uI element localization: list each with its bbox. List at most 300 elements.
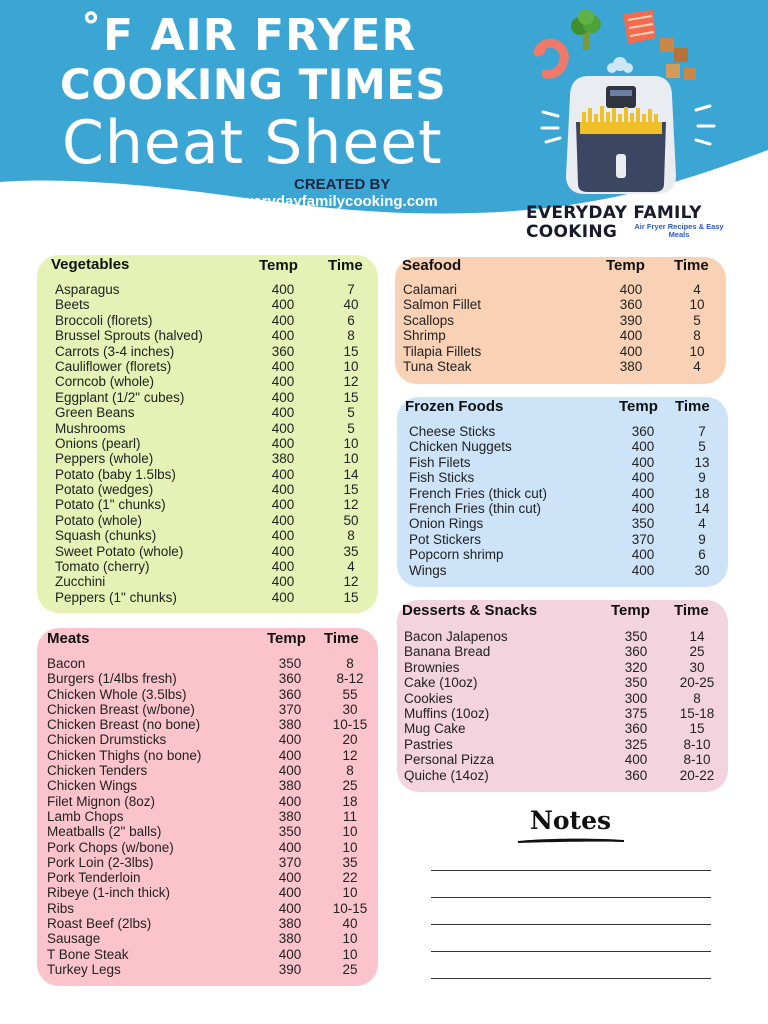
food-name: Wings — [409, 562, 447, 578]
temp-value: 390 — [619, 312, 643, 328]
food-name: Personal Pizza — [404, 752, 495, 768]
table-row — [37, 840, 378, 855]
food-name: Brussel Sprouts (halved) — [55, 328, 203, 344]
temp-value: 400 — [631, 439, 655, 455]
temp-value: 360 — [278, 671, 302, 687]
food-name: Brownies — [404, 659, 460, 675]
food-name: Chicken Drumsticks — [47, 732, 167, 748]
temp-value: 400 — [278, 747, 302, 763]
food-name: Roast Beef (2lbs) — [47, 916, 152, 932]
time-value: 6 — [698, 547, 706, 563]
table-row — [37, 374, 378, 389]
frozen-foods-panel — [397, 397, 728, 587]
food-name: Peppers (whole) — [55, 451, 154, 467]
temp-value: 400 — [271, 528, 295, 544]
temp-value: 400 — [631, 562, 655, 578]
table-row — [37, 467, 378, 482]
vegetables-rows — [37, 282, 378, 605]
table-row — [37, 885, 378, 900]
temp-value: 400 — [631, 470, 655, 486]
time-value: 40 — [343, 297, 359, 313]
table-row — [37, 916, 378, 931]
time-value: 7 — [698, 424, 706, 439]
food-name: Ribs — [47, 900, 75, 916]
food-name: Salmon Fillet — [403, 297, 482, 313]
time-value: 10-15 — [332, 717, 368, 733]
temp-value: 400 — [624, 752, 648, 768]
table-row — [37, 513, 378, 528]
table-row — [397, 455, 728, 470]
temp-value: 400 — [271, 543, 295, 559]
temp-value: 400 — [278, 946, 302, 962]
food-name: Onion Rings — [409, 516, 484, 532]
frozen-rows — [397, 424, 728, 578]
temp-value: 350 — [624, 629, 648, 644]
time-value: 12 — [342, 747, 358, 763]
table-row — [397, 486, 728, 501]
time-value: 55 — [342, 686, 358, 702]
note-line[interactable] — [431, 951, 711, 952]
temp-value: 350 — [624, 675, 648, 691]
table-row — [397, 752, 728, 767]
food-name: Quiche (14oz) — [404, 767, 489, 783]
time-value: 4 — [693, 358, 701, 374]
time-value: 6 — [347, 312, 355, 328]
table-row — [395, 282, 726, 297]
food-name: Burgers (1/4lbs fresh) — [47, 671, 177, 687]
time-value: 10 — [689, 297, 705, 313]
temp-value: 400 — [631, 500, 655, 516]
temp-value: 370 — [278, 854, 302, 870]
time-value: 8-10 — [683, 752, 711, 768]
temp-value: 370 — [278, 701, 302, 717]
food-name: Fish Sticks — [409, 470, 475, 486]
table-row — [37, 451, 378, 466]
table-row — [37, 870, 378, 885]
food-name: Zucchini — [55, 574, 106, 590]
table-row — [37, 717, 378, 732]
temp-value: 320 — [624, 659, 648, 675]
tofu-cubes-icon — [660, 38, 696, 80]
seafood-rows — [395, 282, 726, 374]
salmon-icon — [623, 10, 656, 44]
food-name: Tuna Steak — [403, 358, 472, 374]
temp-value: 400 — [619, 328, 643, 344]
time-value: 10 — [342, 824, 358, 840]
temp-value: 380 — [278, 778, 302, 794]
table-row — [397, 691, 728, 706]
temp-value: 380 — [278, 808, 302, 824]
temp-value: 360 — [271, 343, 295, 359]
table-row — [37, 732, 378, 747]
table-row — [37, 359, 378, 374]
time-value: 8 — [346, 763, 354, 779]
temp-value: 400 — [271, 512, 295, 528]
food-name: Chicken Nuggets — [409, 439, 512, 455]
temp-value: 400 — [271, 389, 295, 405]
table-row — [397, 629, 728, 644]
time-value: 5 — [347, 405, 355, 421]
temp-value: 360 — [619, 297, 643, 313]
food-name: Filet Mignon (8oz) — [47, 793, 156, 809]
temp-value: 400 — [271, 589, 295, 605]
time-value: 20-22 — [679, 767, 715, 783]
food-name: Squash (chunks) — [55, 528, 157, 544]
food-name: Bacon Jalapenos — [404, 629, 508, 644]
food-name: Chicken Whole (3.5lbs) — [47, 686, 187, 702]
table-row — [37, 544, 378, 559]
meats-rows — [37, 656, 378, 977]
temp-value: 400 — [278, 763, 302, 779]
note-line[interactable] — [431, 897, 711, 898]
temp-value: 400 — [278, 900, 302, 916]
title-line-2: COOKING TIMES — [60, 60, 447, 109]
time-value: 10 — [343, 358, 359, 374]
time-value: 8 — [347, 328, 355, 344]
temp-value: 400 — [271, 358, 295, 374]
meats-temp-header: Temp — [267, 630, 306, 647]
food-name: Calamari — [403, 282, 458, 297]
table-row — [395, 344, 726, 359]
time-value: 5 — [693, 312, 701, 328]
desserts-temp-header: Temp — [611, 602, 650, 619]
temp-value: 400 — [271, 328, 295, 344]
seafood-section-title: Seafood — [402, 257, 462, 274]
food-name: Chicken Breast (w/bone) — [47, 701, 195, 717]
time-value: 15 — [343, 589, 359, 605]
time-value: 13 — [694, 454, 710, 470]
time-value: 20-25 — [679, 675, 715, 691]
table-row — [395, 359, 726, 374]
broccoli-icon — [571, 9, 601, 50]
created-by-label: CREATED BY — [294, 176, 391, 193]
time-value: 4 — [347, 559, 355, 575]
desserts-section-title: Desserts & Snacks — [402, 602, 538, 619]
table-row — [395, 297, 726, 312]
temp-value: 360 — [631, 424, 655, 439]
time-value: 7 — [347, 282, 355, 297]
table-row — [395, 328, 726, 343]
time-value: 15 — [343, 343, 359, 359]
seafood-time-header: Time — [674, 257, 709, 274]
notes-title: Notes — [530, 806, 612, 835]
table-row — [397, 547, 728, 562]
frozen-temp-header: Temp — [619, 398, 658, 415]
food-name: Muffins (10oz) — [404, 705, 490, 721]
food-name: T Bone Steak — [47, 946, 129, 962]
temp-value: 400 — [619, 343, 643, 359]
food-name: Bacon — [47, 656, 86, 671]
table-row — [397, 424, 728, 439]
food-name: Scallops — [403, 312, 455, 328]
food-name: Pork Chops (w/bone) — [47, 839, 174, 855]
food-name: Pastries — [404, 736, 453, 752]
temp-value: 325 — [624, 736, 648, 752]
table-row — [37, 962, 378, 977]
time-value: 4 — [693, 282, 701, 297]
time-value: 18 — [694, 485, 710, 501]
time-value: 5 — [347, 420, 355, 436]
time-value: 8 — [346, 656, 354, 671]
food-name: Meatballs (2" balls) — [47, 824, 162, 840]
food-name: Pork Tenderloin — [47, 870, 141, 886]
table-row — [37, 671, 378, 686]
table-row — [37, 748, 378, 763]
desserts-rows — [397, 629, 728, 783]
temp-value: 400 — [271, 574, 295, 590]
food-name: Onions (pearl) — [55, 435, 141, 451]
vegetables-section-title: Vegetables — [51, 256, 130, 273]
seafood-panel — [395, 257, 726, 384]
food-name: Mug Cake — [404, 721, 466, 737]
temp-value: 375 — [624, 705, 648, 721]
note-line[interactable] — [431, 978, 711, 979]
temp-value: 400 — [271, 466, 295, 482]
table-row — [397, 675, 728, 690]
time-value: 25 — [342, 778, 358, 794]
vegetables-panel — [37, 255, 378, 613]
food-name: Peppers (1" chunks) — [55, 589, 177, 605]
time-value: 12 — [343, 574, 359, 590]
table-row — [37, 656, 378, 671]
temp-value: 400 — [271, 405, 295, 421]
table-row — [397, 644, 728, 659]
frozen-time-header: Time — [675, 398, 710, 415]
food-name: Popcorn shrimp — [409, 547, 504, 563]
food-name: Potato (wedges) — [55, 482, 154, 498]
time-value: 5 — [698, 439, 706, 455]
note-line[interactable] — [431, 924, 711, 925]
time-value: 8 — [693, 328, 701, 344]
table-row — [37, 421, 378, 436]
table-row — [397, 501, 728, 516]
food-name: French Fries (thick cut) — [409, 485, 548, 501]
temp-value: 360 — [278, 686, 302, 702]
food-name: Potato (baby 1.5lbs) — [55, 466, 176, 482]
time-value: 30 — [342, 701, 358, 717]
air-fryer-icon — [566, 76, 676, 194]
table-row — [37, 297, 378, 312]
table-row — [37, 824, 378, 839]
food-name: Pot Stickers — [409, 531, 482, 547]
food-name: Asparagus — [55, 282, 120, 297]
table-row — [397, 660, 728, 675]
temp-value: 380 — [278, 916, 302, 932]
food-name: Sausage — [47, 931, 101, 947]
temp-value: 400 — [631, 547, 655, 563]
temp-value: 400 — [271, 374, 295, 390]
website-url[interactable]: www.everydayfamilycooking.com — [198, 193, 438, 210]
meats-panel — [37, 628, 378, 986]
table-row — [397, 516, 728, 531]
time-value: 14 — [343, 466, 359, 482]
food-name: Cauliflower (florets) — [55, 358, 172, 374]
time-value: 9 — [698, 470, 706, 486]
temp-value: 400 — [278, 793, 302, 809]
food-name: Broccoli (florets) — [55, 312, 153, 328]
seafood-temp-header: Temp — [606, 257, 645, 274]
time-value: 12 — [343, 374, 359, 390]
brand-logo — [526, 203, 726, 247]
temp-value: 400 — [278, 732, 302, 748]
food-name: Cake (10oz) — [404, 675, 478, 691]
table-row — [37, 328, 378, 343]
time-value: 20 — [342, 732, 358, 748]
meats-time-header: Time — [324, 630, 359, 647]
food-name: Tilapia Fillets — [403, 343, 482, 359]
temp-value: 400 — [271, 497, 295, 513]
time-value: 10 — [343, 451, 359, 467]
vegetables-time-header: Time — [328, 257, 363, 274]
temp-value: 370 — [631, 531, 655, 547]
time-value: 8-10 — [683, 736, 711, 752]
temp-value: 400 — [271, 297, 295, 313]
title-line-3: Cheat Sheet — [62, 108, 443, 178]
temp-value: 380 — [278, 931, 302, 947]
food-name: Corncob (whole) — [55, 374, 155, 390]
time-value: 50 — [343, 512, 359, 528]
food-name: Shrimp — [403, 328, 446, 344]
food-name: Cookies — [404, 690, 453, 706]
temp-value: 380 — [619, 358, 643, 374]
time-value: 10 — [342, 885, 358, 901]
food-name: Sweet Potato (whole) — [55, 543, 184, 559]
food-name: Tomato (cherry) — [55, 559, 150, 575]
time-value: 4 — [698, 516, 706, 532]
brand-line-1: EVERYDAY FAMILY — [526, 203, 702, 223]
temp-value: 400 — [271, 420, 295, 436]
temp-value: 350 — [278, 656, 302, 671]
table-row — [395, 313, 726, 328]
time-value: 14 — [689, 629, 705, 644]
temp-value: 400 — [619, 282, 643, 297]
food-name: Mushrooms — [55, 420, 126, 436]
table-row — [37, 702, 378, 717]
temp-value: 350 — [631, 516, 655, 532]
meats-section-title: Meats — [47, 630, 90, 647]
temp-value: 400 — [271, 559, 295, 575]
table-row — [37, 931, 378, 946]
note-line[interactable] — [431, 870, 711, 871]
time-value: 30 — [689, 659, 705, 675]
temp-value: 400 — [278, 870, 302, 886]
food-name: Chicken Wings — [47, 778, 138, 794]
table-row — [397, 532, 728, 547]
food-name: Banana Bread — [404, 644, 491, 660]
table-row — [37, 794, 378, 809]
temp-value: 400 — [278, 839, 302, 855]
temp-value: 400 — [271, 282, 295, 297]
food-name: Lamb Chops — [47, 808, 124, 824]
table-row — [37, 436, 378, 451]
time-value: 11 — [342, 808, 357, 824]
brand-line-2: COOKING — [526, 222, 618, 242]
temp-value: 360 — [624, 644, 648, 660]
temp-value: 350 — [278, 824, 302, 840]
time-value: 10 — [689, 343, 705, 359]
time-value: 8-12 — [336, 671, 364, 687]
temp-value: 300 — [624, 690, 648, 706]
table-row — [37, 344, 378, 359]
temp-value: 400 — [278, 885, 302, 901]
food-name: Chicken Tenders — [47, 763, 148, 779]
temp-value: 360 — [624, 767, 648, 783]
food-name: Potato (whole) — [55, 512, 143, 528]
time-value: 12 — [343, 497, 359, 513]
time-value: 25 — [689, 644, 705, 660]
temp-value: 400 — [631, 485, 655, 501]
food-name: Eggplant (1/2" cubes) — [55, 389, 185, 405]
table-row — [37, 405, 378, 420]
desserts-snacks-panel — [397, 600, 728, 792]
frozen-section-title: Frozen Foods — [405, 398, 504, 415]
food-name: Chicken Thighs (no bone) — [47, 747, 202, 763]
air-fryer-illustration — [528, 4, 728, 204]
table-row — [37, 901, 378, 916]
table-row — [397, 439, 728, 454]
temp-value: 400 — [271, 482, 295, 498]
table-row — [37, 390, 378, 405]
table-row — [37, 947, 378, 962]
time-value: 10-15 — [332, 900, 368, 916]
table-row — [397, 768, 728, 783]
table-row — [37, 687, 378, 702]
brand-tagline: Air Fryer Recipes & Easy Meals — [634, 222, 724, 239]
time-value: 8 — [693, 690, 701, 706]
table-row — [397, 563, 728, 578]
table-row — [37, 559, 378, 574]
temp-value: 390 — [278, 961, 302, 977]
food-name: Chicken Breast (no bone) — [47, 717, 201, 733]
time-value: 10 — [342, 839, 358, 855]
temp-value: 360 — [624, 721, 648, 737]
time-value: 15 — [343, 482, 359, 498]
table-row — [397, 706, 728, 721]
food-name: Cheese Sticks — [409, 424, 496, 439]
temp-value: 400 — [271, 435, 295, 451]
food-name: Turkey Legs — [47, 961, 121, 977]
food-name: Fish Filets — [409, 454, 471, 470]
table-row — [37, 590, 378, 605]
food-name: Ribeye (1-inch thick) — [47, 885, 171, 901]
notes-underline — [516, 836, 626, 844]
table-row — [37, 778, 378, 793]
table-row — [397, 470, 728, 485]
table-row — [37, 574, 378, 589]
table-row — [37, 809, 378, 824]
time-value: 15 — [689, 721, 705, 737]
time-value: 40 — [342, 916, 358, 932]
steam-icon — [607, 57, 633, 73]
time-value: 15 — [343, 389, 359, 405]
time-value: 10 — [342, 931, 358, 947]
temp-value: 400 — [271, 312, 295, 328]
food-name: Potato (1" chunks) — [55, 497, 166, 513]
table-row — [37, 497, 378, 512]
time-value: 8 — [347, 528, 355, 544]
table-row — [37, 282, 378, 297]
vegetables-temp-header: Temp — [259, 257, 298, 274]
time-value: 15-18 — [679, 705, 715, 721]
time-value: 14 — [694, 500, 710, 516]
time-value: 18 — [342, 793, 358, 809]
time-value: 35 — [342, 854, 358, 870]
title-line-1: ˚F AIR FRYER — [80, 10, 417, 61]
food-name: French Fries (thin cut) — [409, 500, 542, 516]
table-row — [37, 482, 378, 497]
temp-value: 380 — [271, 451, 295, 467]
table-row — [397, 721, 728, 736]
